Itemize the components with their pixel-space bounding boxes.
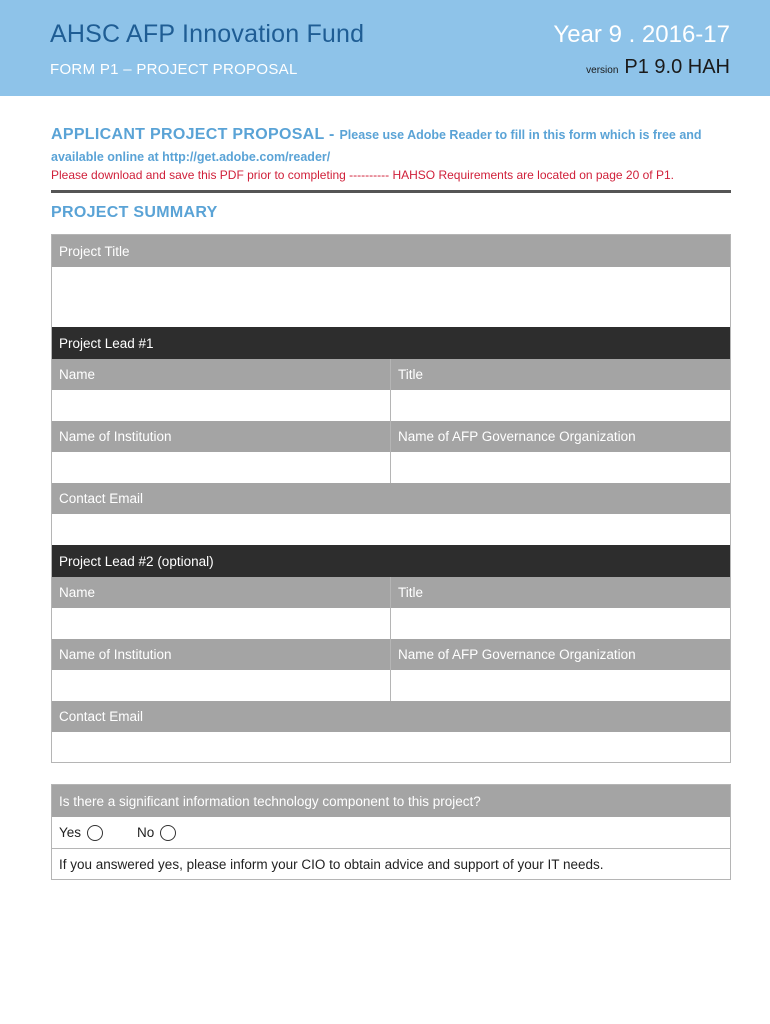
project-summary-form bbox=[51, 234, 731, 763]
lead1-institution-field[interactable] bbox=[52, 452, 391, 483]
version-block bbox=[586, 56, 730, 79]
lead2-institution-label: Name of Institution bbox=[52, 639, 391, 670]
project-title-label: Project Title bbox=[52, 235, 730, 267]
applicant-heading-title: APPLICANT PROJECT PROPOSAL - bbox=[51, 126, 340, 143]
section-divider bbox=[51, 190, 731, 193]
lead1-email-field[interactable] bbox=[52, 514, 730, 545]
lead1-header: Project Lead #1 bbox=[52, 327, 730, 359]
lead2-title-label: Title bbox=[391, 577, 730, 608]
lead1-governance-label: Name of AFP Governance Organization bbox=[391, 421, 730, 452]
lead1-title-label: Title bbox=[391, 359, 730, 390]
it-note: If you answered yes, please inform your CIO to obtain advice and support of your IT needs. bbox=[52, 848, 730, 879]
lead2-email-field[interactable] bbox=[52, 732, 730, 762]
lead2-email-label: Contact Email bbox=[52, 701, 730, 732]
no-label: No bbox=[137, 825, 155, 840]
project-summary-title: PROJECT SUMMARY bbox=[51, 204, 218, 221]
applicant-heading bbox=[51, 124, 741, 168]
version-caption: version bbox=[586, 65, 619, 76]
lead2-name-label: Name bbox=[52, 577, 391, 608]
lead2-institution-field[interactable] bbox=[52, 670, 391, 701]
yes-option[interactable] bbox=[59, 825, 103, 841]
no-option[interactable] bbox=[137, 825, 176, 841]
version-value: P1 9.0 HAH bbox=[624, 56, 730, 78]
yes-radio[interactable] bbox=[87, 825, 103, 841]
download-note: Please download and save this PDF prior to completing ---------- HAHSO Requirements are located on page 20 of P1. bbox=[51, 168, 674, 182]
lead2-governance-field[interactable] bbox=[391, 670, 730, 701]
form-label: FORM P1 – PROJECT PROPOSAL bbox=[50, 61, 298, 78]
lead1-name-label: Name bbox=[52, 359, 391, 390]
it-answer-row bbox=[52, 817, 730, 848]
no-radio[interactable] bbox=[160, 825, 176, 841]
it-question-label: Is there a significant information technology component to this project? bbox=[52, 785, 730, 817]
lead1-governance-field[interactable] bbox=[391, 452, 730, 483]
project-title-field[interactable] bbox=[52, 267, 730, 327]
it-question-form bbox=[51, 784, 731, 880]
lead2-header: Project Lead #2 (optional) bbox=[52, 545, 730, 577]
lead1-title-field[interactable] bbox=[391, 390, 730, 421]
lead2-governance-label: Name of AFP Governance Organization bbox=[391, 639, 730, 670]
lead1-institution-label: Name of Institution bbox=[52, 421, 391, 452]
yes-label: Yes bbox=[59, 825, 82, 840]
lead2-title-field[interactable] bbox=[391, 608, 730, 639]
lead1-email-label: Contact Email bbox=[52, 483, 730, 514]
lead2-name-field[interactable] bbox=[52, 608, 391, 639]
lead1-name-field[interactable] bbox=[52, 390, 391, 421]
page-header bbox=[0, 0, 770, 96]
year-label: Year 9 . 2016-17 bbox=[553, 21, 730, 48]
adobe-instruction: Please use Adobe Reader to fill in this form which is free and available online at http://get.adobe.com/reader/ bbox=[51, 128, 702, 164]
fund-title: AHSC AFP Innovation Fund bbox=[50, 20, 365, 48]
